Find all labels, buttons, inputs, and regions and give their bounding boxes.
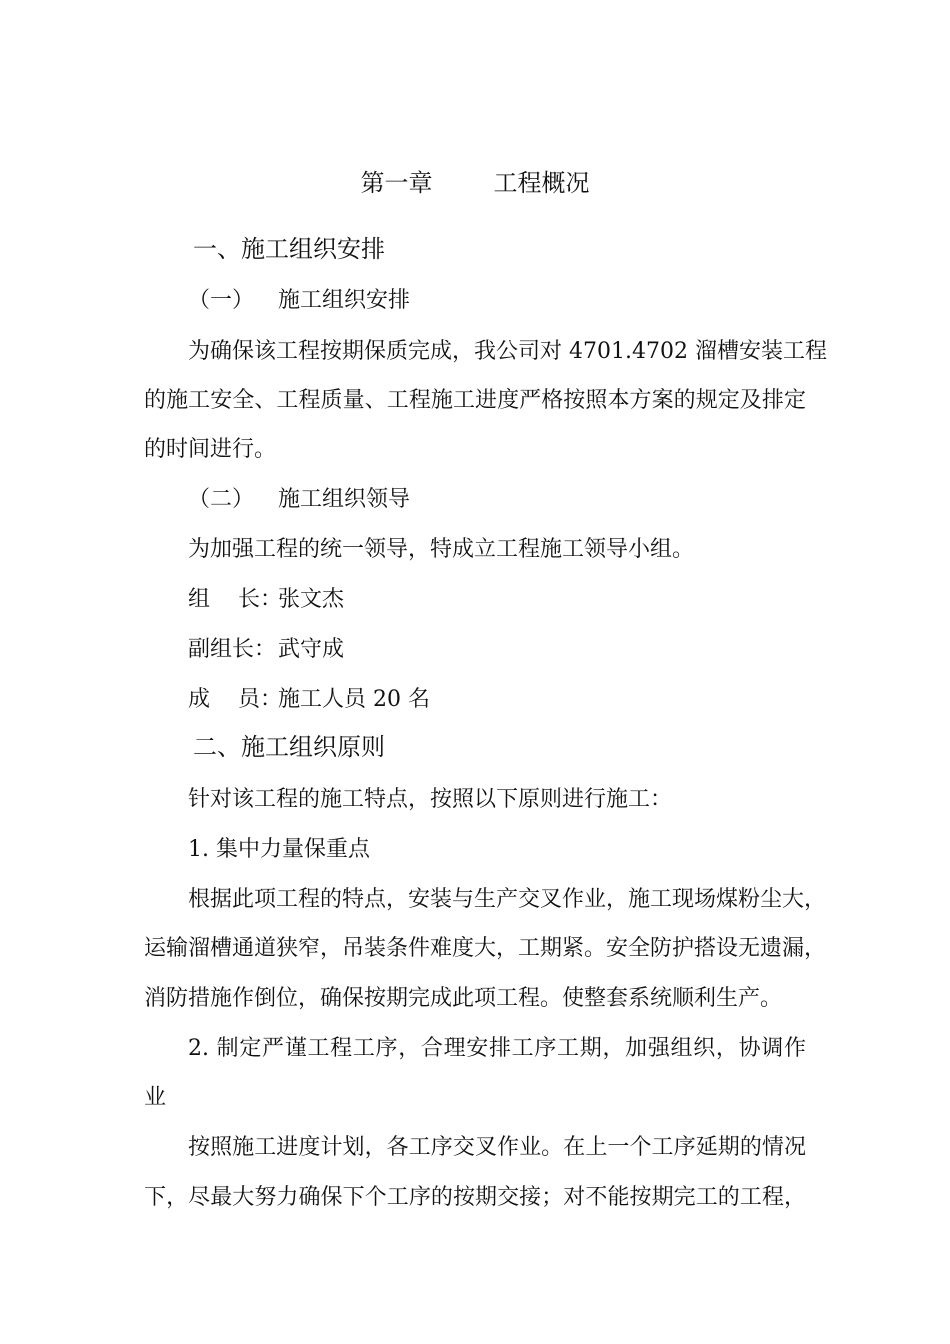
sub2-heading bbox=[188, 485, 410, 515]
sub1-para-line-3: 的时间进行。 bbox=[144, 437, 277, 462]
section2-heading: 二、施工组织原则 bbox=[193, 733, 385, 761]
members-row bbox=[188, 685, 430, 715]
sub1-title: 施工组织安排 bbox=[278, 288, 411, 313]
members-value: 施工人员 20 名 bbox=[278, 687, 430, 712]
sub1-number: （一） bbox=[188, 288, 255, 313]
sub2-number: （二） bbox=[188, 487, 255, 512]
members-label: 成 员： bbox=[188, 687, 282, 712]
item1-para-line-2: 运输溜槽通道狭窄，吊装条件难度大，工期紧。安全防护搭设无遗漏， bbox=[144, 936, 827, 961]
item1-para-line-3: 消防措施作倒位，确保按期完成此项工程。使整套系统顺利生产。 bbox=[144, 986, 783, 1011]
section1-heading: 一、施工组织安排 bbox=[193, 235, 385, 263]
leader-name: 张文杰 bbox=[278, 587, 345, 612]
item2-para-line-1: 按照施工进度计划，各工序交叉作业。在上一个工序延期的情况 bbox=[188, 1135, 806, 1160]
item1-title: 1. 集中力量保重点 bbox=[188, 837, 370, 862]
sub1-heading bbox=[188, 286, 410, 316]
item2-title-line-1: 2. 制定严谨工程工序，合理安排工序工期，加强组织，协调作 bbox=[188, 1036, 806, 1061]
item2-title-line-2: 业 bbox=[144, 1085, 167, 1110]
section2-intro: 针对该工程的施工特点，按照以下原则进行施工： bbox=[188, 787, 673, 812]
item2-para-line-2: 下，尽最大努力确保下个工序的按期交接；对不能按期完工的工程， bbox=[144, 1185, 806, 1210]
sub2-para: 为加强工程的统一领导，特成立工程施工领导小组。 bbox=[188, 537, 695, 562]
sub2-title: 施工组织领导 bbox=[278, 487, 411, 512]
item1-para-line-1: 根据此项工程的特点，安装与生产交叉作业，施工现场煤粉尘大， bbox=[188, 887, 827, 912]
deputy-row bbox=[188, 635, 344, 665]
deputy-name: 武守成 bbox=[278, 637, 345, 662]
leader-row bbox=[188, 585, 344, 615]
sub1-para-line-1: 为确保该工程按期保质完成，我公司对 4701.4702 溜槽安装工程 bbox=[188, 339, 827, 364]
chapter-title: 第一章 工程概况 bbox=[360, 169, 590, 197]
sub1-para-line-2: 的施工安全、工程质量、工程施工进度严格按照本方案的规定及排定 bbox=[144, 388, 806, 413]
deputy-label: 副组长： bbox=[188, 637, 277, 662]
leader-label: 组 长： bbox=[188, 587, 282, 612]
